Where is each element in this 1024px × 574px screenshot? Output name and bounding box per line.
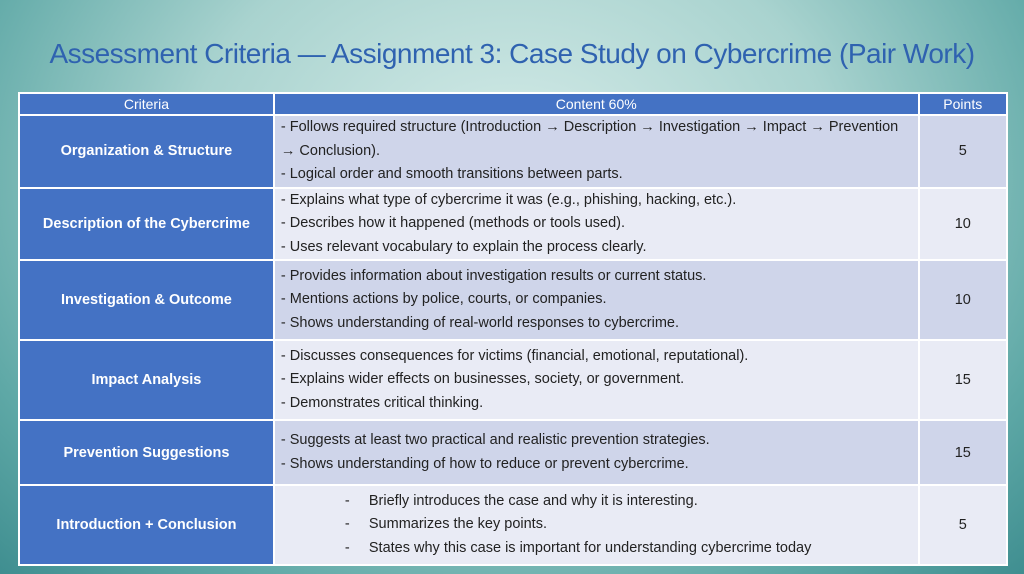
content-line: - Follows required structure (Introduction → Description → Investigation → Impact → Prevention → Conclusion). <box>280 119 899 159</box>
content-line: - Mentions actions by police, courts, or companies. <box>280 291 607 308</box>
table-row <box>19 420 1007 485</box>
assessment-table <box>18 92 1008 566</box>
table-row <box>19 188 1007 261</box>
header-criteria: Criteria <box>19 93 274 115</box>
content-cell <box>274 115 919 188</box>
criteria-cell: Introduction + Conclusion <box>19 485 274 565</box>
table-row <box>19 485 1007 565</box>
criteria-cell: Description of the Cybercrime <box>19 188 274 261</box>
content-line: Summarizes the key points. <box>368 516 547 533</box>
table-row <box>19 260 1007 340</box>
points-cell: 10 <box>919 260 1007 340</box>
content-line: Briefly introduces the case and why it is interesting. <box>368 492 698 509</box>
points-cell: 5 <box>919 115 1007 188</box>
header-content: Content 60% <box>274 93 919 115</box>
points-cell: 15 <box>919 420 1007 485</box>
content-line: - Shows understanding of real-world responses to cybercrime. <box>280 314 680 331</box>
slide-title: Assessment Criteria — Assignment 3: Case Study on Cybercrime (Pair Work) <box>49 38 975 69</box>
header-points: Points <box>919 93 1007 115</box>
table-row <box>19 115 1007 188</box>
content-line: - Provides information about investigation results or current status. <box>280 267 707 284</box>
content-line: - Uses relevant vocabulary to explain the process clearly. <box>280 238 647 255</box>
content-cell: - Briefly introduces the case and why it is interesting. - Summarizes the key points. - States why this case is important for understanding cybercrime today <box>274 485 919 565</box>
criteria-cell: Impact Analysis <box>19 340 274 420</box>
criteria-cell: Investigation & Outcome <box>19 260 274 340</box>
content-line: - Logical order and smooth transitions between parts. <box>280 166 623 182</box>
content-line: - Describes how it happened (methods or tools used). <box>280 215 626 231</box>
content-cell <box>274 260 919 340</box>
content-cell <box>274 188 919 261</box>
content-line: - Discusses consequences for victims (financial, emotional, reputational). <box>280 347 749 364</box>
points-cell: 15 <box>919 340 1007 420</box>
points-cell: 5 <box>919 485 1007 565</box>
content-line: - Explains wider effects on businesses, society, or government. <box>280 371 685 388</box>
content-line: - Explains what type of cybercrime it was (e.g., phishing, hacking, etc.). <box>280 191 737 208</box>
criteria-cell: Organization & Structure <box>19 115 274 188</box>
content-line: - Suggests at least two practical and realistic prevention strategies. <box>280 432 710 448</box>
content-line: States why this case is important for understanding cybercrime today <box>368 539 812 556</box>
points-cell: 10 <box>919 188 1007 261</box>
content-cell <box>274 340 919 420</box>
table-header-row <box>19 93 1007 115</box>
content-cell <box>274 420 919 485</box>
criteria-cell: Prevention Suggestions <box>19 420 274 485</box>
content-line: - Shows understanding of how to reduce or prevent cybercrime. <box>280 455 689 472</box>
content-line: - Demonstrates critical thinking. <box>280 394 484 411</box>
table-row <box>19 340 1007 420</box>
